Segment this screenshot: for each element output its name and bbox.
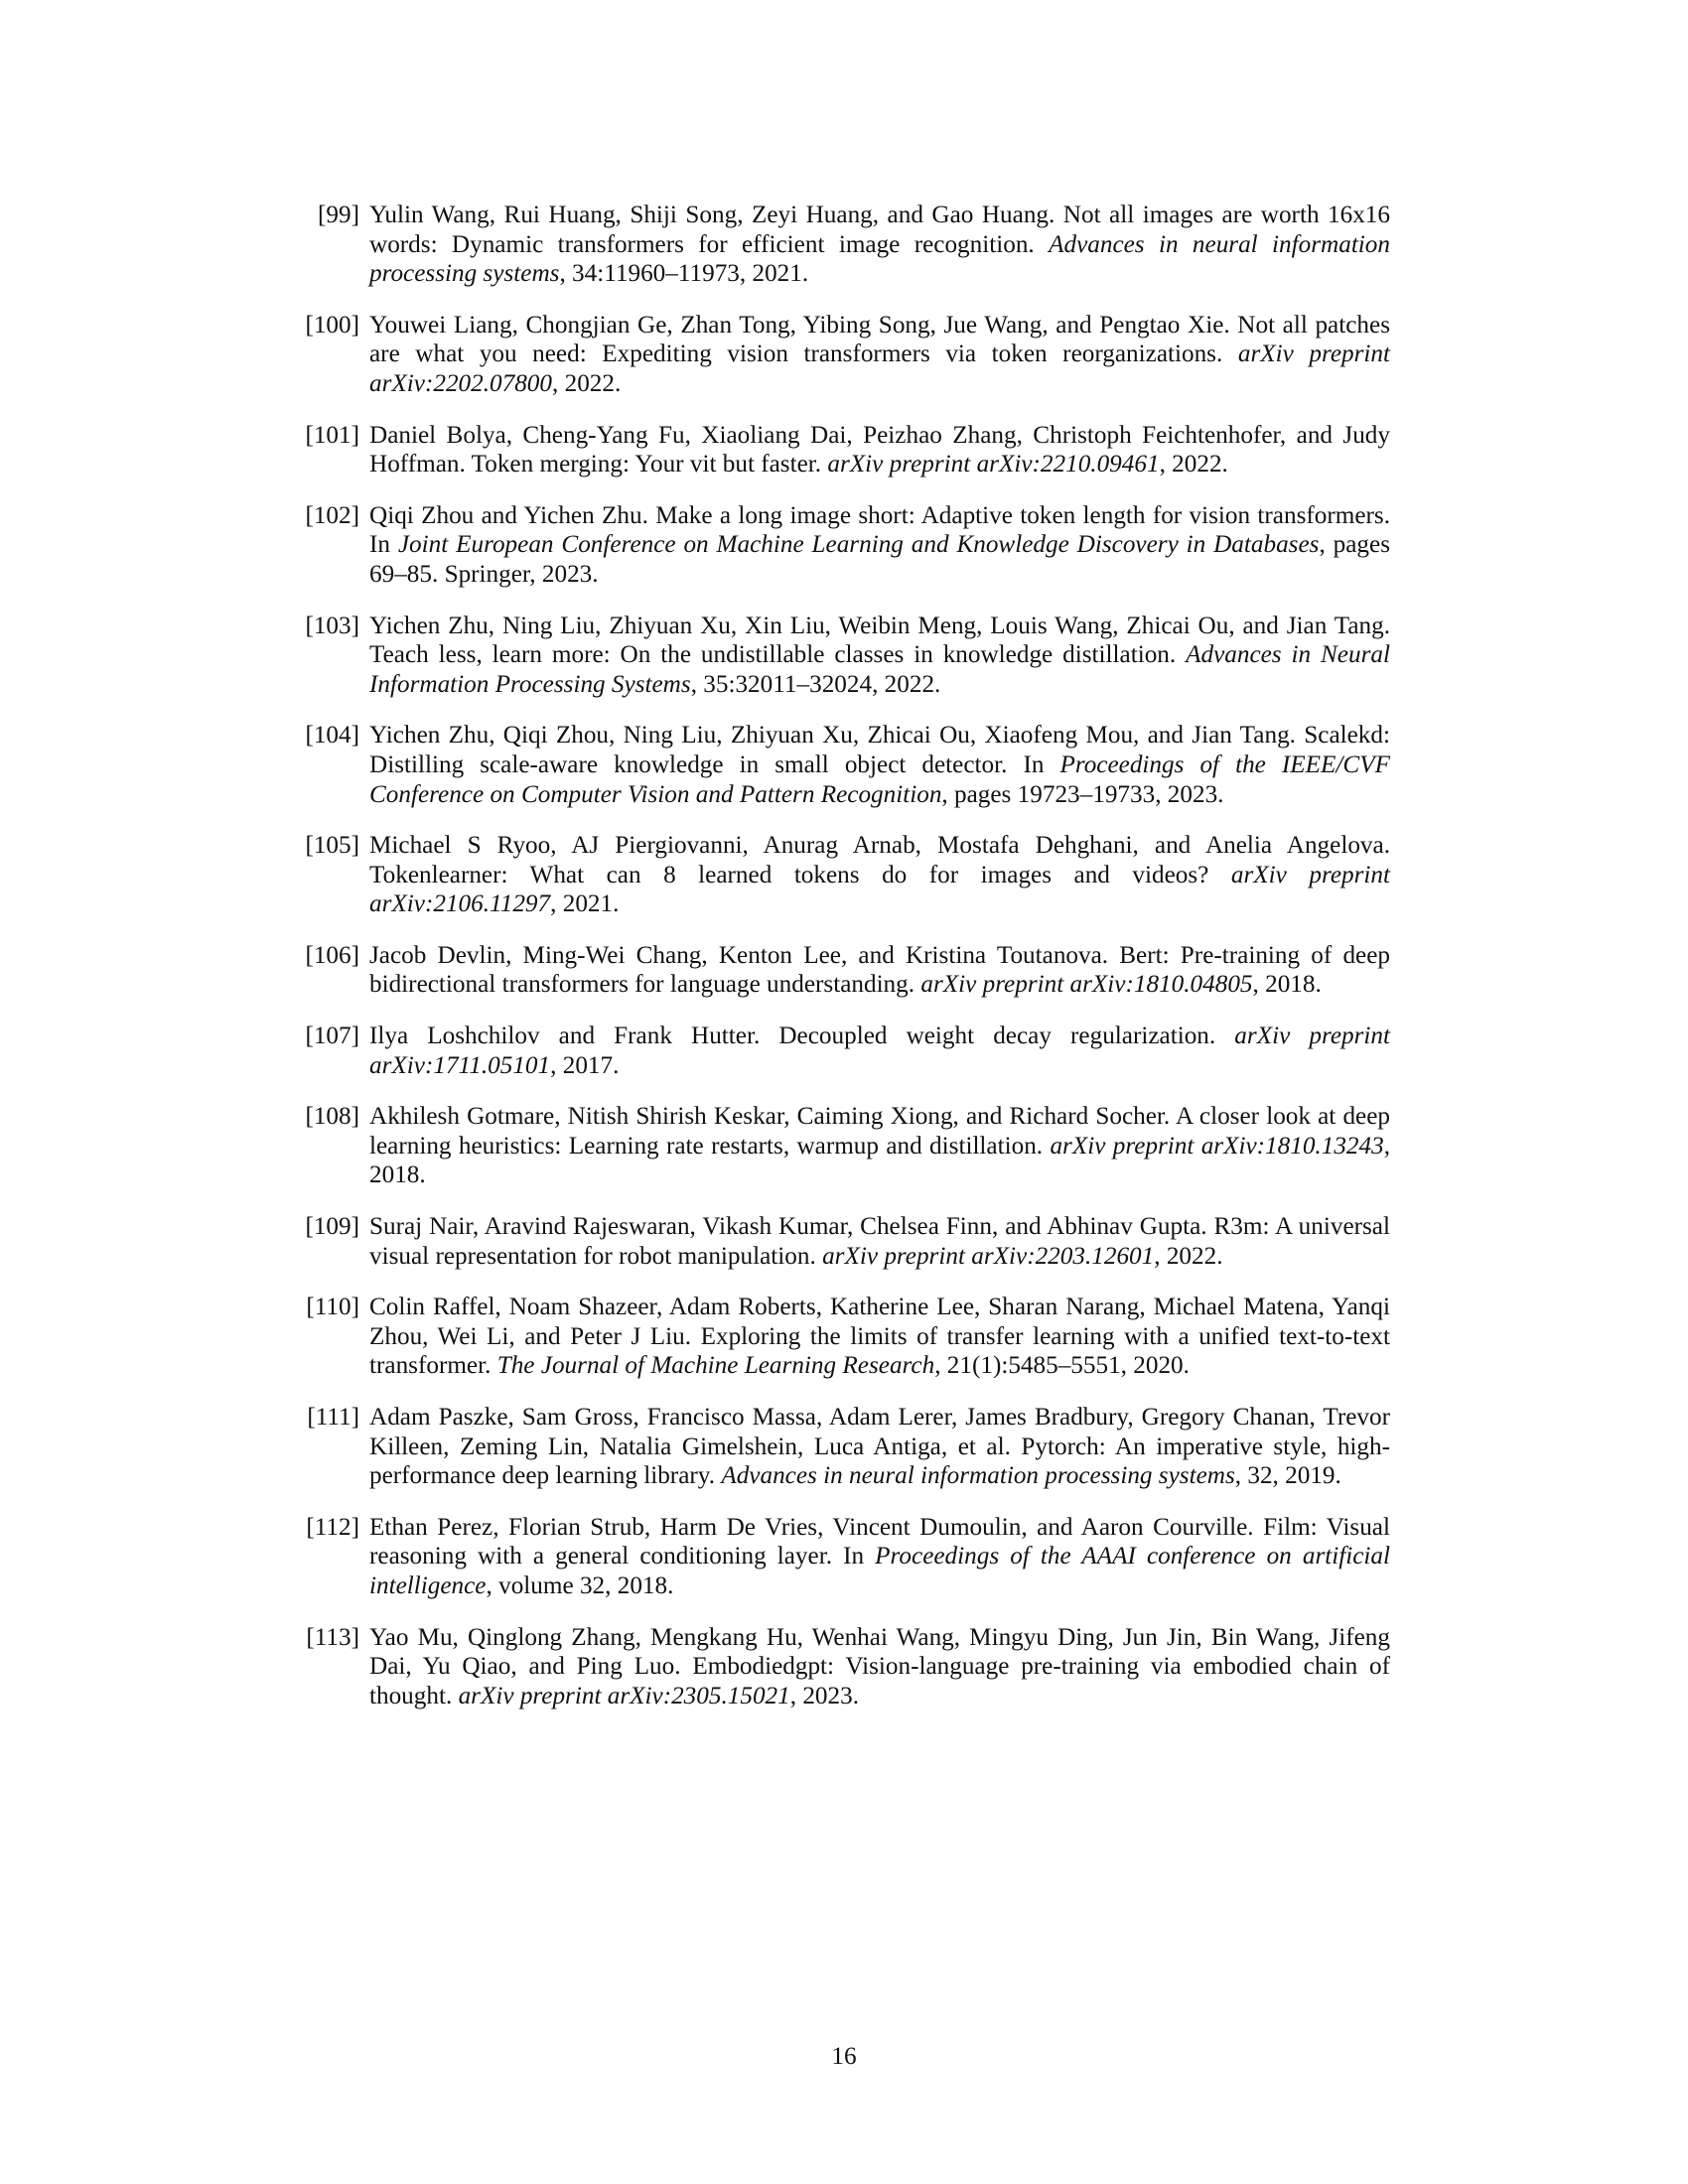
reference-details: , 2022. bbox=[552, 369, 622, 397]
reference-number: [101] bbox=[305, 421, 359, 449]
reference-number: [112] bbox=[306, 1513, 359, 1541]
reference-authors-title: Yichen Zhu, Qiqi Zhou, Ning Liu, Zhiyuan Xu, Zhicai Ou, Xiaofeng Mou, and Jian Tang. Scalekd: Distilling scale-aware knowledge in small object detector. In bbox=[369, 722, 1390, 778]
reference-authors-title: Youwei Liang, Chongjian Ge, Zhan Tong, Yibing Song, Jue Wang, and Pengtao Xie. Not all patches are what you need: Expediting vision transformers via token reorganizations. bbox=[369, 311, 1390, 368]
reference-venue: Proceedings of the AAAI conference on artificial intelligence bbox=[369, 1543, 1391, 1599]
reference-venue: The Journal of Machine Learning Research bbox=[496, 1352, 935, 1380]
reference-venue: arXiv preprint arXiv:2305.15021 bbox=[458, 1682, 790, 1709]
reference-item bbox=[298, 941, 1390, 1000]
reference-details: , pages 19723–19733, 2023. bbox=[941, 780, 1224, 808]
reference-venue: arXiv preprint arXiv:2106.11297 bbox=[369, 861, 1390, 918]
reference-authors-title: Akhilesh Gotmare, Nitish Shirish Keskar, Caiming Xiong, and Richard Socher. A closer look at deep learning heuristics: Learning rate restarts, warmup and distillation. bbox=[369, 1103, 1390, 1160]
reference-number: [104] bbox=[305, 722, 359, 750]
reference-venue: arXiv preprint arXiv:2210.09461 bbox=[827, 451, 1160, 478]
reference-number: [113] bbox=[306, 1623, 359, 1651]
reference-text bbox=[369, 1103, 1390, 1188]
reference-authors-title: Colin Raffel, Noam Shazeer, Adam Roberts, Katherine Lee, Sharan Narang, Michael Matena, Yanqi Zhou, Wei Li, and Peter J Liu. Exploring the limits of transfer learning with a unified text-to-text transformer. bbox=[369, 1294, 1390, 1380]
reference-text bbox=[369, 202, 1390, 287]
reference-venue: Proceedings of the IEEE/CVF Conference on Computer Vision and Pattern Recognition bbox=[369, 751, 1390, 808]
reference-venue: Advances in neural information processing systems bbox=[721, 1462, 1235, 1490]
reference-text bbox=[369, 832, 1390, 917]
reference-venue: Advances in neural information processing systems bbox=[369, 230, 1390, 288]
reference-text bbox=[369, 1514, 1390, 1599]
reference-authors-title: Adam Paszke, Sam Gross, Francisco Massa, Adam Lerer, James Bradbury, Gregory Chanan, Trevor Killeen, Zeming Lin, Natalia Gimelshein, Luca Antiga, et al. Pytorch: An imperative style, high-performance deep learning library. bbox=[369, 1404, 1390, 1490]
reference-number: [106] bbox=[305, 941, 359, 969]
reference-number: [108] bbox=[305, 1103, 359, 1131]
reference-details: , 35:32011–32024, 2022. bbox=[690, 670, 941, 698]
reference-item bbox=[298, 1102, 1390, 1190]
reference-authors-title: Ilya Loshchilov and Frank Hutter. Decoupled weight decay regularization. bbox=[369, 1023, 1235, 1050]
reference-number: [107] bbox=[305, 1023, 359, 1050]
reference-venue: Joint European Conference on Machine Learning and Knowledge Discovery in Databases bbox=[397, 531, 1320, 559]
reference-number: [100] bbox=[305, 311, 359, 339]
reference-venue: arXiv preprint arXiv:1810.13243 bbox=[1050, 1132, 1384, 1160]
reference-text bbox=[369, 1404, 1390, 1489]
reference-item bbox=[298, 1022, 1390, 1080]
reference-authors-title: Suraj Nair, Aravind Rajeswaran, Vikash Kumar, Chelsea Finn, and Abhinav Gupta. R3m: A universal visual representation for robot manipulation. bbox=[369, 1213, 1390, 1270]
reference-item bbox=[298, 1212, 1390, 1271]
reference-authors-title: Daniel Bolya, Cheng-Yang Fu, Xiaoliang Dai, Peizhao Zhang, Christoph Feichtenhofer, and Judy Hoffman. Token merging: Your vit but faster. bbox=[369, 421, 1390, 478]
reference-text bbox=[369, 942, 1390, 999]
reference-authors-title: Ethan Perez, Florian Strub, Harm De Vries, Vincent Dumoulin, and Aaron Courville. Film: Visual reasoning with a general conditioning layer. In bbox=[369, 1513, 1390, 1570]
reference-venue: arXiv preprint arXiv:2202.07800 bbox=[369, 341, 1390, 397]
reference-text bbox=[369, 312, 1390, 397]
reference-venue: arXiv preprint arXiv:1810.04805 bbox=[920, 971, 1253, 999]
reference-text bbox=[369, 1213, 1390, 1270]
reference-details: , 2022. bbox=[1159, 451, 1228, 478]
reference-authors-title: Qiqi Zhou and Yichen Zhu. Make a long image short: Adaptive token length for vision transformers. In bbox=[369, 501, 1390, 559]
reference-item bbox=[298, 1403, 1390, 1491]
reference-item bbox=[298, 421, 1390, 479]
reference-details: , 2022. bbox=[1154, 1242, 1223, 1270]
reference-authors-title: Yichen Zhu, Ning Liu, Zhiyuan Xu, Xin Liu, Weibin Meng, Louis Wang, Zhicai Ou, and Jian Tang. Teach less, learn more: On the undistillable classes in knowledge distillation. bbox=[369, 612, 1390, 669]
reference-authors-title: Yao Mu, Qinglong Zhang, Mengkang Hu, Wenhai Wang, Mingyu Ding, Jun Jin, Bin Wang, Jifeng Dai, Yu Qiao, and Ping Luo. Embodiedgpt: Vision-language pre-training via embodied chain of thought. bbox=[369, 1623, 1390, 1709]
reference-details: , 2018. bbox=[369, 1132, 1390, 1189]
reference-details: , 32, 2019. bbox=[1234, 1462, 1341, 1490]
reference-item bbox=[298, 831, 1390, 919]
reference-item bbox=[298, 1623, 1390, 1711]
reference-number: [103] bbox=[305, 612, 359, 639]
reference-details: , 21(1):5485–5551, 2020. bbox=[934, 1352, 1190, 1380]
reference-authors-title: Michael S Ryoo, AJ Piergiovanni, Anurag Arnab, Mostafa Dehghani, and Anelia Angelova. Tokenlearner: What can 8 learned tokens do for images and videos? bbox=[369, 832, 1390, 888]
reference-details: , volume 32, 2018. bbox=[486, 1571, 674, 1599]
reference-item bbox=[298, 1513, 1390, 1601]
reference-item bbox=[298, 311, 1390, 399]
reference-text bbox=[369, 422, 1390, 478]
reference-details: , 2017. bbox=[550, 1051, 620, 1079]
reference-number: [102] bbox=[305, 501, 359, 529]
reference-authors-title: Yulin Wang, Rui Huang, Shiji Song, Zeyi Huang, and Gao Huang. Not all images are worth 16x16 words: Dynamic transformers for efficient image recognition. bbox=[369, 202, 1390, 258]
reference-number: [105] bbox=[305, 832, 359, 860]
reference-number: [99] bbox=[318, 202, 359, 228]
reference-text bbox=[369, 502, 1390, 588]
reference-item bbox=[298, 612, 1390, 700]
reference-text bbox=[369, 613, 1390, 698]
reference-text bbox=[369, 1023, 1390, 1079]
reference-text bbox=[369, 1294, 1390, 1379]
reference-text bbox=[369, 722, 1390, 807]
reference-item bbox=[298, 201, 1390, 289]
reference-details: , 2018. bbox=[1252, 971, 1322, 999]
reference-authors-title: Jacob Devlin, Ming-Wei Chang, Kenton Lee, and Kristina Toutanova. Bert: Pre-training of deep bidirectional transformers for language understanding. bbox=[369, 941, 1390, 999]
reference-venue: arXiv preprint arXiv:1711.05101 bbox=[369, 1023, 1390, 1079]
reference-number: [110] bbox=[306, 1294, 359, 1321]
reference-details: , 2023. bbox=[789, 1682, 859, 1709]
reference-venue: arXiv preprint arXiv:2203.12601 bbox=[822, 1242, 1155, 1270]
reference-text bbox=[369, 1624, 1390, 1709]
reference-details: , pages 69–85. Springer, 2023. bbox=[369, 531, 1390, 588]
reference-details: , 34:11960–11973, 2021. bbox=[559, 260, 809, 288]
reference-item bbox=[298, 721, 1390, 809]
reference-number: [109] bbox=[305, 1213, 359, 1241]
reference-list bbox=[298, 201, 1390, 1732]
reference-number: [111] bbox=[307, 1404, 359, 1431]
page-number: 16 bbox=[831, 2043, 857, 2070]
reference-details: , 2021. bbox=[550, 890, 620, 918]
reference-venue: Advances in Neural Information Processing Systems bbox=[369, 641, 1390, 698]
reference-item bbox=[298, 1293, 1390, 1381]
reference-item bbox=[298, 501, 1390, 590]
